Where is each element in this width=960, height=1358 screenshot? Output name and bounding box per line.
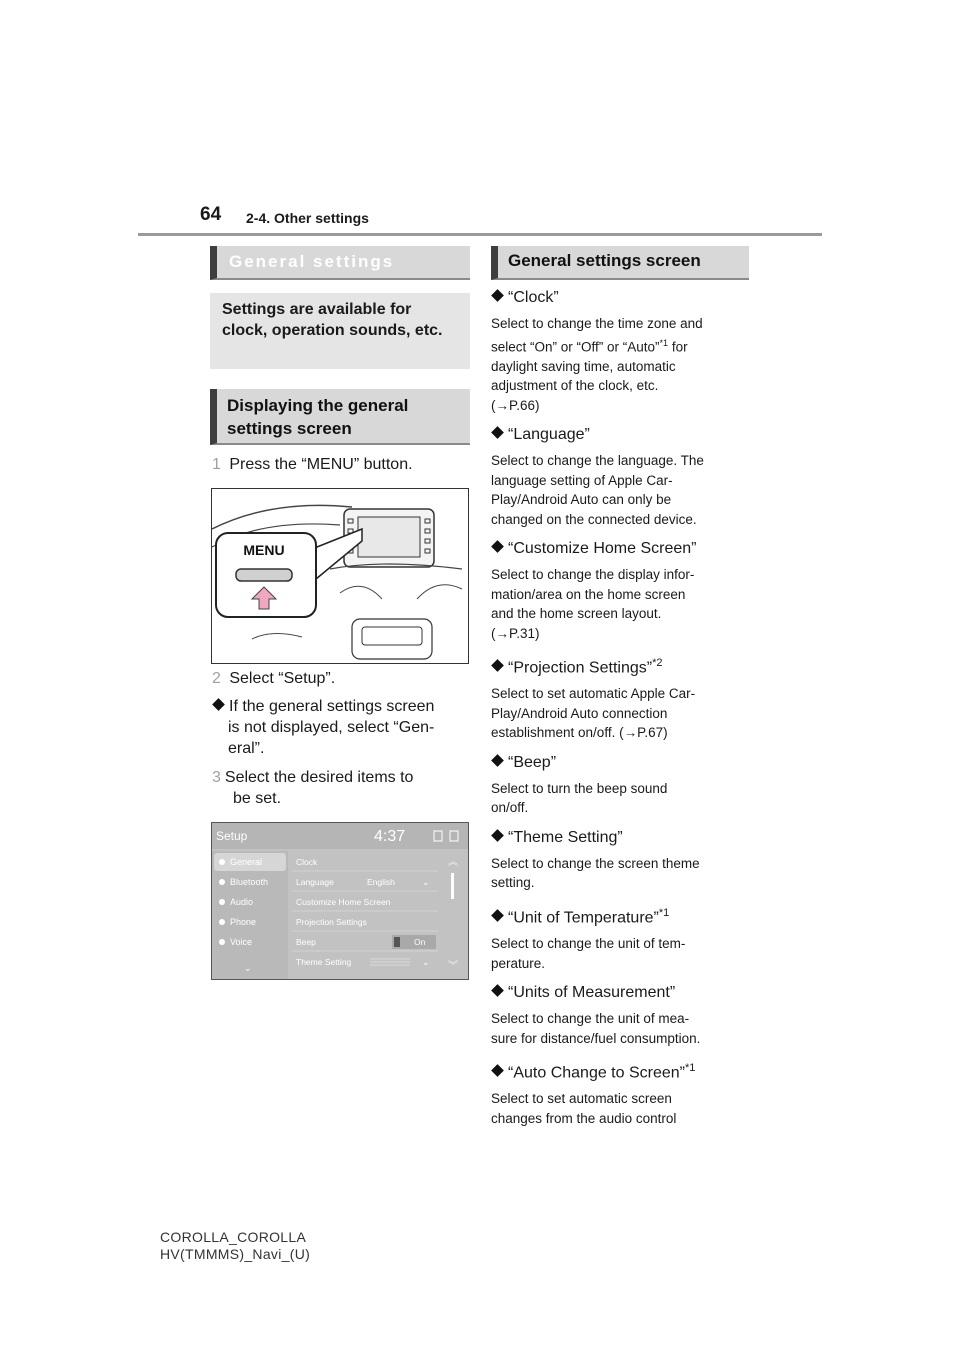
section-header: 2-4. Other settings [246, 210, 369, 226]
settings-item [491, 828, 753, 893]
description-line [491, 490, 753, 510]
description-text: setting. [491, 875, 535, 891]
settings-item [491, 753, 753, 818]
bullet-icon [491, 540, 504, 553]
item-description [491, 1089, 753, 1128]
row-clock[interactable]: Clock [296, 857, 318, 867]
item-title-text: “Unit of Temperature” [508, 909, 659, 927]
description-text: and the home screen layout. [491, 606, 662, 621]
item-title [491, 653, 753, 678]
item-title [491, 903, 753, 928]
description-text: for [668, 339, 688, 354]
description-line [491, 954, 753, 974]
bullet-icon [491, 289, 504, 302]
settings-item [491, 539, 753, 643]
sidebar-item-phone[interactable]: Phone [230, 917, 257, 927]
description-text: establishment on/off. (→P.67) [491, 725, 668, 741]
row-language[interactable]: Language [296, 877, 334, 887]
footnote-mark: *2 [652, 657, 663, 669]
item-description [491, 779, 753, 818]
item-title-text: “Units of Measurement” [508, 984, 676, 1002]
lead-box: Settings are available for clock, operation sounds, etc. [210, 293, 470, 369]
description-line [491, 471, 753, 491]
item-title-text: “Theme Setting” [508, 828, 623, 846]
phone-icon [219, 919, 225, 925]
bullet-icon [491, 909, 504, 922]
description-text: Play/Android Auto connection [491, 705, 668, 721]
item-title [491, 753, 753, 773]
subhead-text: Displaying the general settings screen [227, 396, 409, 438]
description-text: adjustment of the clock, etc. [491, 378, 659, 393]
description-line [491, 334, 753, 357]
beep-value: On [414, 937, 426, 947]
bullet-icon [491, 754, 504, 767]
item-title-text: “Projection Settings” [508, 659, 653, 677]
description-line [491, 1089, 753, 1109]
settings-item [491, 288, 753, 415]
band-title: General settings [229, 252, 395, 271]
item-description [491, 314, 753, 415]
bullet-icon [491, 659, 504, 672]
footer [160, 1229, 310, 1263]
bluetooth-icon [219, 879, 225, 885]
settings-item [491, 1058, 753, 1128]
sidebar-item-bluetooth[interactable]: Bluetooth [230, 877, 269, 887]
item-title [491, 425, 753, 445]
description-text: (→P.31) [491, 625, 540, 641]
footer-line: COROLLA_COROLLA [160, 1229, 307, 1245]
sidebar-item-voice[interactable]: Voice [230, 937, 253, 947]
footnote-mark: *1 [685, 1062, 696, 1075]
step-3 [212, 767, 413, 809]
setup-title: Setup [216, 829, 248, 843]
description-line [491, 934, 753, 954]
voice-icon [219, 939, 225, 945]
scroll-down-icon[interactable]: ︾ [448, 961, 458, 972]
row-theme[interactable]: Theme Setting [296, 957, 352, 967]
bullet-general [212, 696, 434, 759]
header-rule [138, 233, 822, 236]
step-text: be set. [233, 790, 282, 807]
general-settings-band [210, 246, 470, 280]
bullet-icon [491, 984, 504, 997]
settings-item [491, 425, 753, 529]
bullet-icon [491, 1065, 504, 1078]
description-text: Select to change the display infor- [491, 567, 695, 582]
description-line [491, 624, 753, 644]
footnote-mark: *1 [658, 906, 670, 919]
item-description [491, 684, 753, 743]
beep-toggle-indicator [394, 937, 400, 947]
row-projection[interactable]: Projection Settings [296, 917, 367, 927]
bullet-icon [491, 426, 504, 439]
step-text: Select “Setup”. [229, 670, 336, 687]
description-text: Select to set automatic Apple Car- [491, 686, 696, 702]
chevron-down-icon: ⌄ [422, 877, 430, 887]
description-text: Select to set automatic screen [491, 1091, 672, 1107]
step-number: 3 [212, 769, 221, 786]
description-text: changed on the connected device. [491, 511, 697, 527]
description-line [491, 1109, 753, 1129]
settings-item [491, 983, 753, 1048]
description-line [491, 604, 753, 624]
dashboard-illustration [211, 488, 469, 664]
row-beep[interactable]: Beep [296, 937, 316, 947]
description-text: sure for distance/fuel consumption. [491, 1030, 701, 1046]
item-title [491, 539, 753, 559]
item-title [491, 288, 753, 308]
description-text: Select to change the unit of mea- [491, 1011, 690, 1027]
description-line [491, 451, 753, 471]
bullet-text: is not displayed, select “Gen- [228, 719, 435, 736]
sidebar-item-audio[interactable]: Audio [230, 897, 254, 907]
description-line [491, 396, 753, 416]
chevron-down-icon[interactable]: ⌄ [244, 963, 252, 973]
step-2 [212, 668, 335, 689]
description-text: Play/Android Auto can only be [491, 492, 672, 507]
setup-screen-illustration [211, 822, 469, 980]
item-title-text: “Language” [508, 426, 590, 443]
general-settings-screen-band [491, 246, 749, 280]
menu-label: MENU [243, 542, 285, 558]
description-line [491, 1029, 753, 1049]
chevron-down-icon: ⌄ [422, 957, 430, 967]
item-title-text: “Clock” [508, 289, 559, 306]
step-number: 2 [212, 670, 221, 687]
description-line [491, 854, 753, 874]
description-line [491, 779, 753, 799]
item-title-text: “Customize Home Screen” [508, 540, 697, 557]
dashboard-drawing [212, 489, 468, 663]
description-text: perature. [491, 955, 546, 971]
item-title [491, 1058, 753, 1083]
settings-item [491, 653, 753, 743]
description-text: Select to change the screen theme [491, 855, 700, 871]
item-description [491, 934, 753, 973]
bullet-icon [212, 698, 225, 711]
description-text: Select to change the unit of tem- [491, 936, 686, 952]
item-title-text: “Auto Change to Screen” [508, 1064, 685, 1082]
step-1 [212, 454, 413, 475]
page-number: 64 [200, 204, 222, 225]
description-text: daylight saving time, automatic [491, 358, 676, 374]
description-line [491, 873, 753, 893]
setup-screen [212, 823, 468, 979]
audio-icon [219, 899, 225, 905]
settings-item-list [491, 278, 753, 1128]
bullet-text: If the general settings screen [229, 698, 435, 715]
description-line [491, 723, 753, 743]
description-text: (→P.66) [491, 397, 540, 413]
description-line [491, 1009, 753, 1029]
description-text: Select to turn the beep sound [491, 780, 668, 796]
setup-time: 4:37 [374, 828, 406, 845]
description-text: changes from the audio control [491, 1110, 677, 1126]
description-line [491, 510, 753, 530]
step-text: Select the desired items to [224, 769, 414, 786]
row-language-value: English [367, 877, 395, 887]
footer-line: HV(TMMMS)_Navi_(U) [160, 1246, 311, 1262]
step-text: Press the “MENU” button. [229, 456, 413, 473]
step-number: 1 [212, 456, 221, 473]
description-text: Select to change the language. The [491, 453, 704, 468]
description-line [491, 684, 753, 704]
description-text: select “On” or “Off” or “Auto” [491, 339, 660, 354]
subhead-box [210, 389, 470, 445]
description-text: mation/area on the home screen [491, 586, 686, 602]
scroll-up-icon[interactable]: ︽ [448, 857, 458, 868]
item-description [491, 1009, 753, 1048]
description-text: language setting of Apple Car- [491, 472, 673, 488]
description-line [491, 798, 753, 818]
description-line [491, 704, 753, 724]
item-title [491, 828, 753, 848]
band-title: General settings screen [508, 251, 701, 270]
description-line [491, 585, 753, 605]
item-title-text: “Beep” [508, 753, 557, 771]
item-title [491, 983, 753, 1003]
bullet-icon [491, 829, 504, 842]
description-text: Select to change the time zone and [491, 316, 703, 331]
settings-item [491, 903, 753, 973]
description-text: on/off. [491, 800, 529, 816]
item-description [491, 854, 753, 893]
description-line [491, 565, 753, 585]
bullet-text: eral”. [228, 740, 265, 757]
row-customize-home[interactable]: Customize Home Screen [296, 897, 391, 907]
sidebar-item-general[interactable]: General [230, 857, 263, 867]
description-line [491, 314, 753, 334]
general-icon [219, 859, 225, 865]
description-line [491, 376, 753, 396]
footnote-mark: *1 [659, 337, 669, 348]
item-description [491, 451, 753, 529]
item-description [491, 565, 753, 643]
description-line [491, 357, 753, 377]
scrollbar[interactable] [451, 873, 454, 899]
